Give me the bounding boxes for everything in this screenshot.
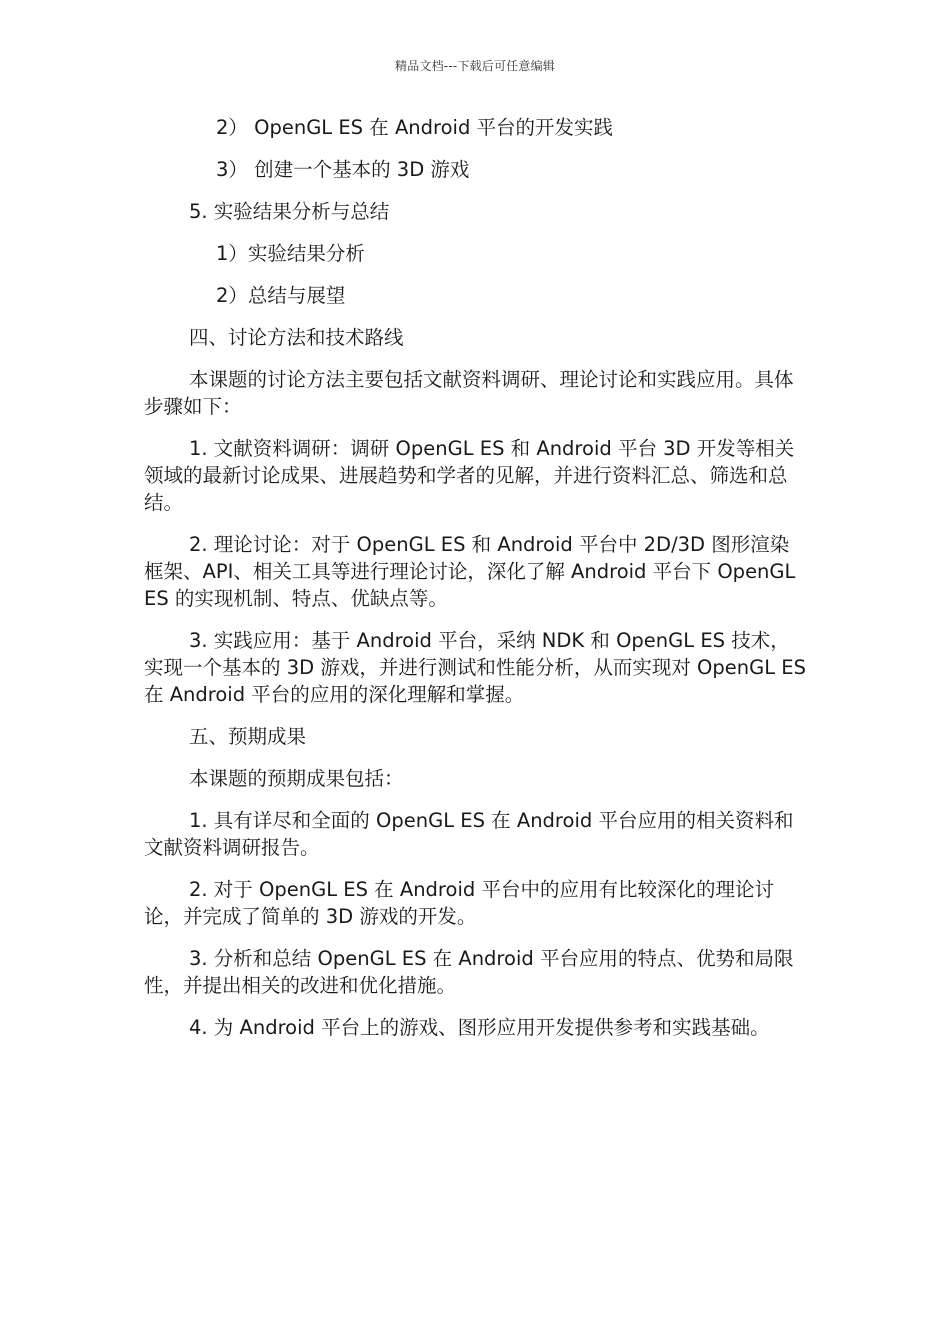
section-heading: 5. 实验结果分析与总结	[189, 200, 390, 223]
paragraph: 3. 分析和总结 OpenGL ES 在 Android 平台应用的特点、优势和局限性，并提出相关的改进和优化措施。	[144, 947, 794, 997]
paragraph: 1. 文献资料调研：调研 OpenGL ES 和 Android 平台 3D 开发等相关领域的最新讨论成果、进展趋势和学者的见解，并进行资料汇总、筛选和总结。	[144, 437, 795, 514]
paragraph: 4. 为 Android 平台上的游戏、图形应用开发提供参考和实践基础。	[189, 1016, 770, 1039]
section-heading: 五、预期成果	[189, 725, 307, 748]
section-heading: 四、讨论方法和技术路线	[189, 326, 404, 349]
page-header: 精品文档---下载后可任意编辑	[395, 59, 555, 73]
list-item: 1）实验结果分析	[216, 242, 365, 265]
paragraph: 本课题的预期成果包括：	[189, 767, 404, 790]
list-item: 2） OpenGL ES 在 Android 平台的开发实践	[216, 116, 614, 139]
paragraph: 2. 理论讨论：对于 OpenGL ES 和 Android 平台中 2D/3D 图形渲染框架、API、相关工具等进行理论讨论，深化了解 Android 平台下 OpenGL ES 的实现机制、特点、优缺点等。	[144, 533, 796, 610]
paragraph: 3. 实践应用：基于 Android 平台，采纳 NDK 和 OpenGL ES 技术，实现一个基本的 3D 游戏，并进行测试和性能分析，从而实现对 OpenGL ES 在 Android 平台的应用的深化理解和掌握。	[144, 629, 806, 706]
paragraph: 1. 具有详尽和全面的 OpenGL ES 在 Android 平台应用的相关资料和文献资料调研报告。	[144, 809, 794, 859]
paragraph: 2. 对于 OpenGL ES 在 Android 平台中的应用有比较深化的理论讨论，并完成了简单的 3D 游戏的开发。	[144, 878, 774, 928]
list-item: 2）总结与展望	[216, 284, 346, 307]
list-item: 3） 创建一个基本的 3D 游戏	[216, 158, 470, 181]
paragraph: 本课题的讨论方法主要包括文献资料调研、理论讨论和实践应用。具体步骤如下：	[144, 368, 794, 418]
document-body	[144, 114, 806, 1056]
